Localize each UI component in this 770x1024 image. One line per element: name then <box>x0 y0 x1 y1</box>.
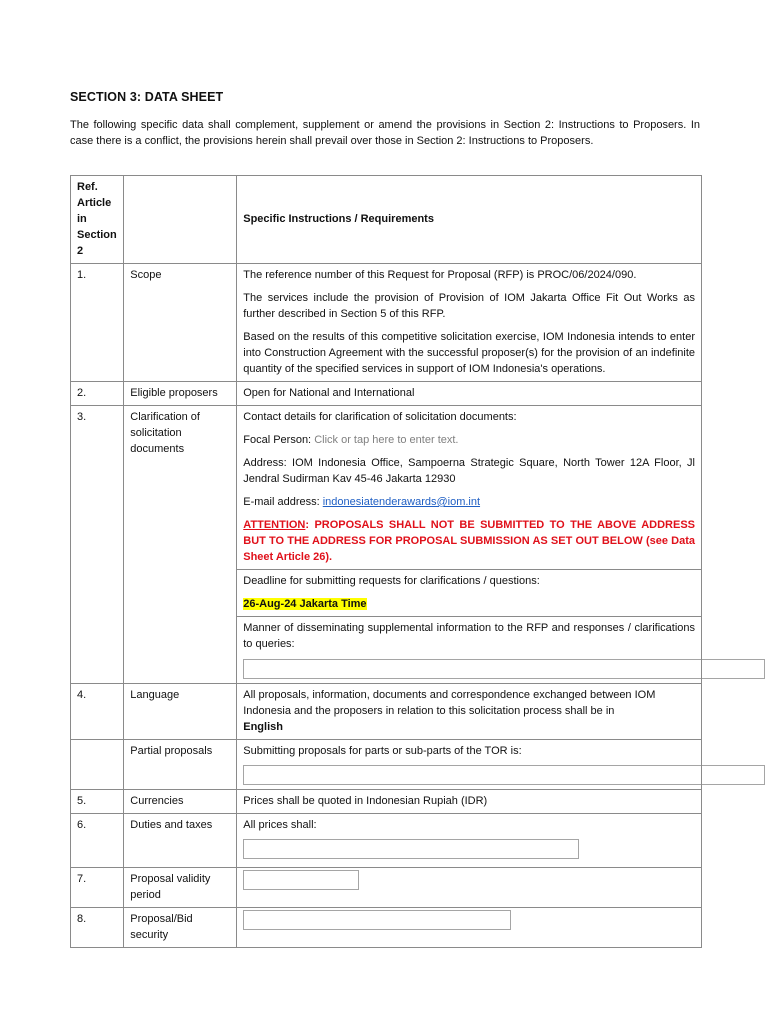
row-label: Clarification of solicitation documents <box>124 406 237 684</box>
row-label: Duties and taxes <box>124 814 237 868</box>
row-number: 2. <box>71 382 124 406</box>
row-label: Currencies <box>124 790 237 814</box>
attention-text: : PROPOSALS SHALL NOT BE SUBMITTED TO THE ABOVE ADDRESS BUT TO THE ADDRESS FOR PROPOSAL SUBMISSION AS SET OUT BELOW (see Data Sheet Article 26). <box>243 519 695 563</box>
deadline-label: Deadline for submitting requests for clarifications / questions: <box>243 575 540 587</box>
contact-details: Contact details for clarification of solicitation documents: <box>243 411 517 423</box>
table-row <box>71 382 702 406</box>
row-content: Prices shall be quoted in Indonesian Rupiah (IDR) <box>237 790 702 814</box>
row-content <box>237 814 702 868</box>
table-header-row <box>71 176 702 264</box>
data-sheet-table <box>70 175 702 948</box>
row-number: 8. <box>71 908 124 948</box>
partial-proposals-field[interactable] <box>243 765 765 785</box>
focal-person <box>243 432 695 448</box>
header-ref: Ref. Article in Section 2 <box>71 176 124 264</box>
section-title: SECTION 3: DATA SHEET <box>70 90 224 104</box>
bid-security-field[interactable] <box>243 910 511 930</box>
header-empty <box>124 176 237 264</box>
language-value: English <box>243 721 283 733</box>
scope-services: The services include the provision of Provision of IOM Jakarta Office Fit Out Works as further described in Section 5 of this RFP. <box>243 292 695 320</box>
validity-period-field[interactable] <box>243 870 359 890</box>
email-address <box>243 494 695 510</box>
scope-agreement: Based on the results of this competitive solicitation exercise, IOM Indonesia intends to enter into Construction Agreement with the successful proposer(s) for the provision of an indefinite quantity of the specified services in support of IOM Indonesia's operations. <box>243 331 695 375</box>
table-row <box>71 740 702 790</box>
table-row <box>71 908 702 948</box>
deadline-value: 26-Aug-24 Jakarta Time <box>243 598 367 610</box>
row-content <box>237 908 702 948</box>
focal-person-label: Focal Person: <box>243 434 312 446</box>
language-text: All proposals, information, documents and correspondence exchanged between IOM Indonesia and the proposers in relation to this solicitation process shall be in <box>243 689 656 717</box>
intro-paragraph: The following specific data shall complement, supplement or amend the provisions in Section 2: Instructions to Proposers. In case there is a conflict, the provisions herein shall prevail over those in Section 2: Instructions to Proposers. <box>70 119 700 147</box>
table-row <box>71 790 702 814</box>
scope-reference: The reference number of this Request for Proposal (RFP) is PROC/06/2024/090. <box>243 269 637 281</box>
attention-word: ATTENTION <box>243 519 306 531</box>
row-label: Proposal/Bid security <box>124 908 237 948</box>
email-link[interactable]: indonesiatenderawards@iom.int <box>322 496 481 508</box>
duties-taxes-field[interactable] <box>243 839 579 859</box>
table-row <box>71 868 702 908</box>
row-content <box>237 570 702 617</box>
table-row <box>71 264 702 382</box>
row-content <box>237 684 702 740</box>
office-address: Address: IOM Indonesia Office, Sampoerna Strategic Square, North Tower 12A Floor, Jl Jendral Sudirman Kav 45-46 Jakarta 12930 <box>243 457 695 485</box>
table-row <box>71 684 702 740</box>
table-row <box>71 814 702 868</box>
row-label: Eligible proposers <box>124 382 237 406</box>
dissemination-field[interactable] <box>243 659 765 679</box>
deadline-value-wrap <box>243 596 695 612</box>
row-number: 4. <box>71 684 124 740</box>
row-content: Open for National and International <box>237 382 702 406</box>
row-content <box>237 406 702 570</box>
attention-notice <box>243 517 695 565</box>
row-number: 7. <box>71 868 124 908</box>
email-label: E-mail address: <box>243 496 320 508</box>
header-requirements: Specific Instructions / Requirements <box>237 176 702 264</box>
row-number: 1. <box>71 264 124 382</box>
focal-person-field[interactable]: Click or tap here to enter text. <box>314 434 459 446</box>
duties-text: All prices shall: <box>243 819 317 831</box>
dissemination-manner: Manner of disseminating supplemental information to the RFP and responses / clarifications to queries: <box>243 622 695 650</box>
row-number: 6. <box>71 814 124 868</box>
row-content <box>237 264 702 382</box>
row-number: 3. <box>71 406 124 684</box>
row-label: Language <box>124 684 237 740</box>
table-row <box>71 406 702 570</box>
partial-text: Submitting proposals for parts or sub-parts of the TOR is: <box>243 745 522 757</box>
row-label: Proposal validity period <box>124 868 237 908</box>
row-label: Scope <box>124 264 237 382</box>
row-content <box>237 740 702 790</box>
row-content <box>237 868 702 908</box>
row-label: Partial proposals <box>124 740 237 790</box>
row-number: 5. <box>71 790 124 814</box>
row-content <box>237 617 702 684</box>
row-number-empty <box>71 740 124 790</box>
